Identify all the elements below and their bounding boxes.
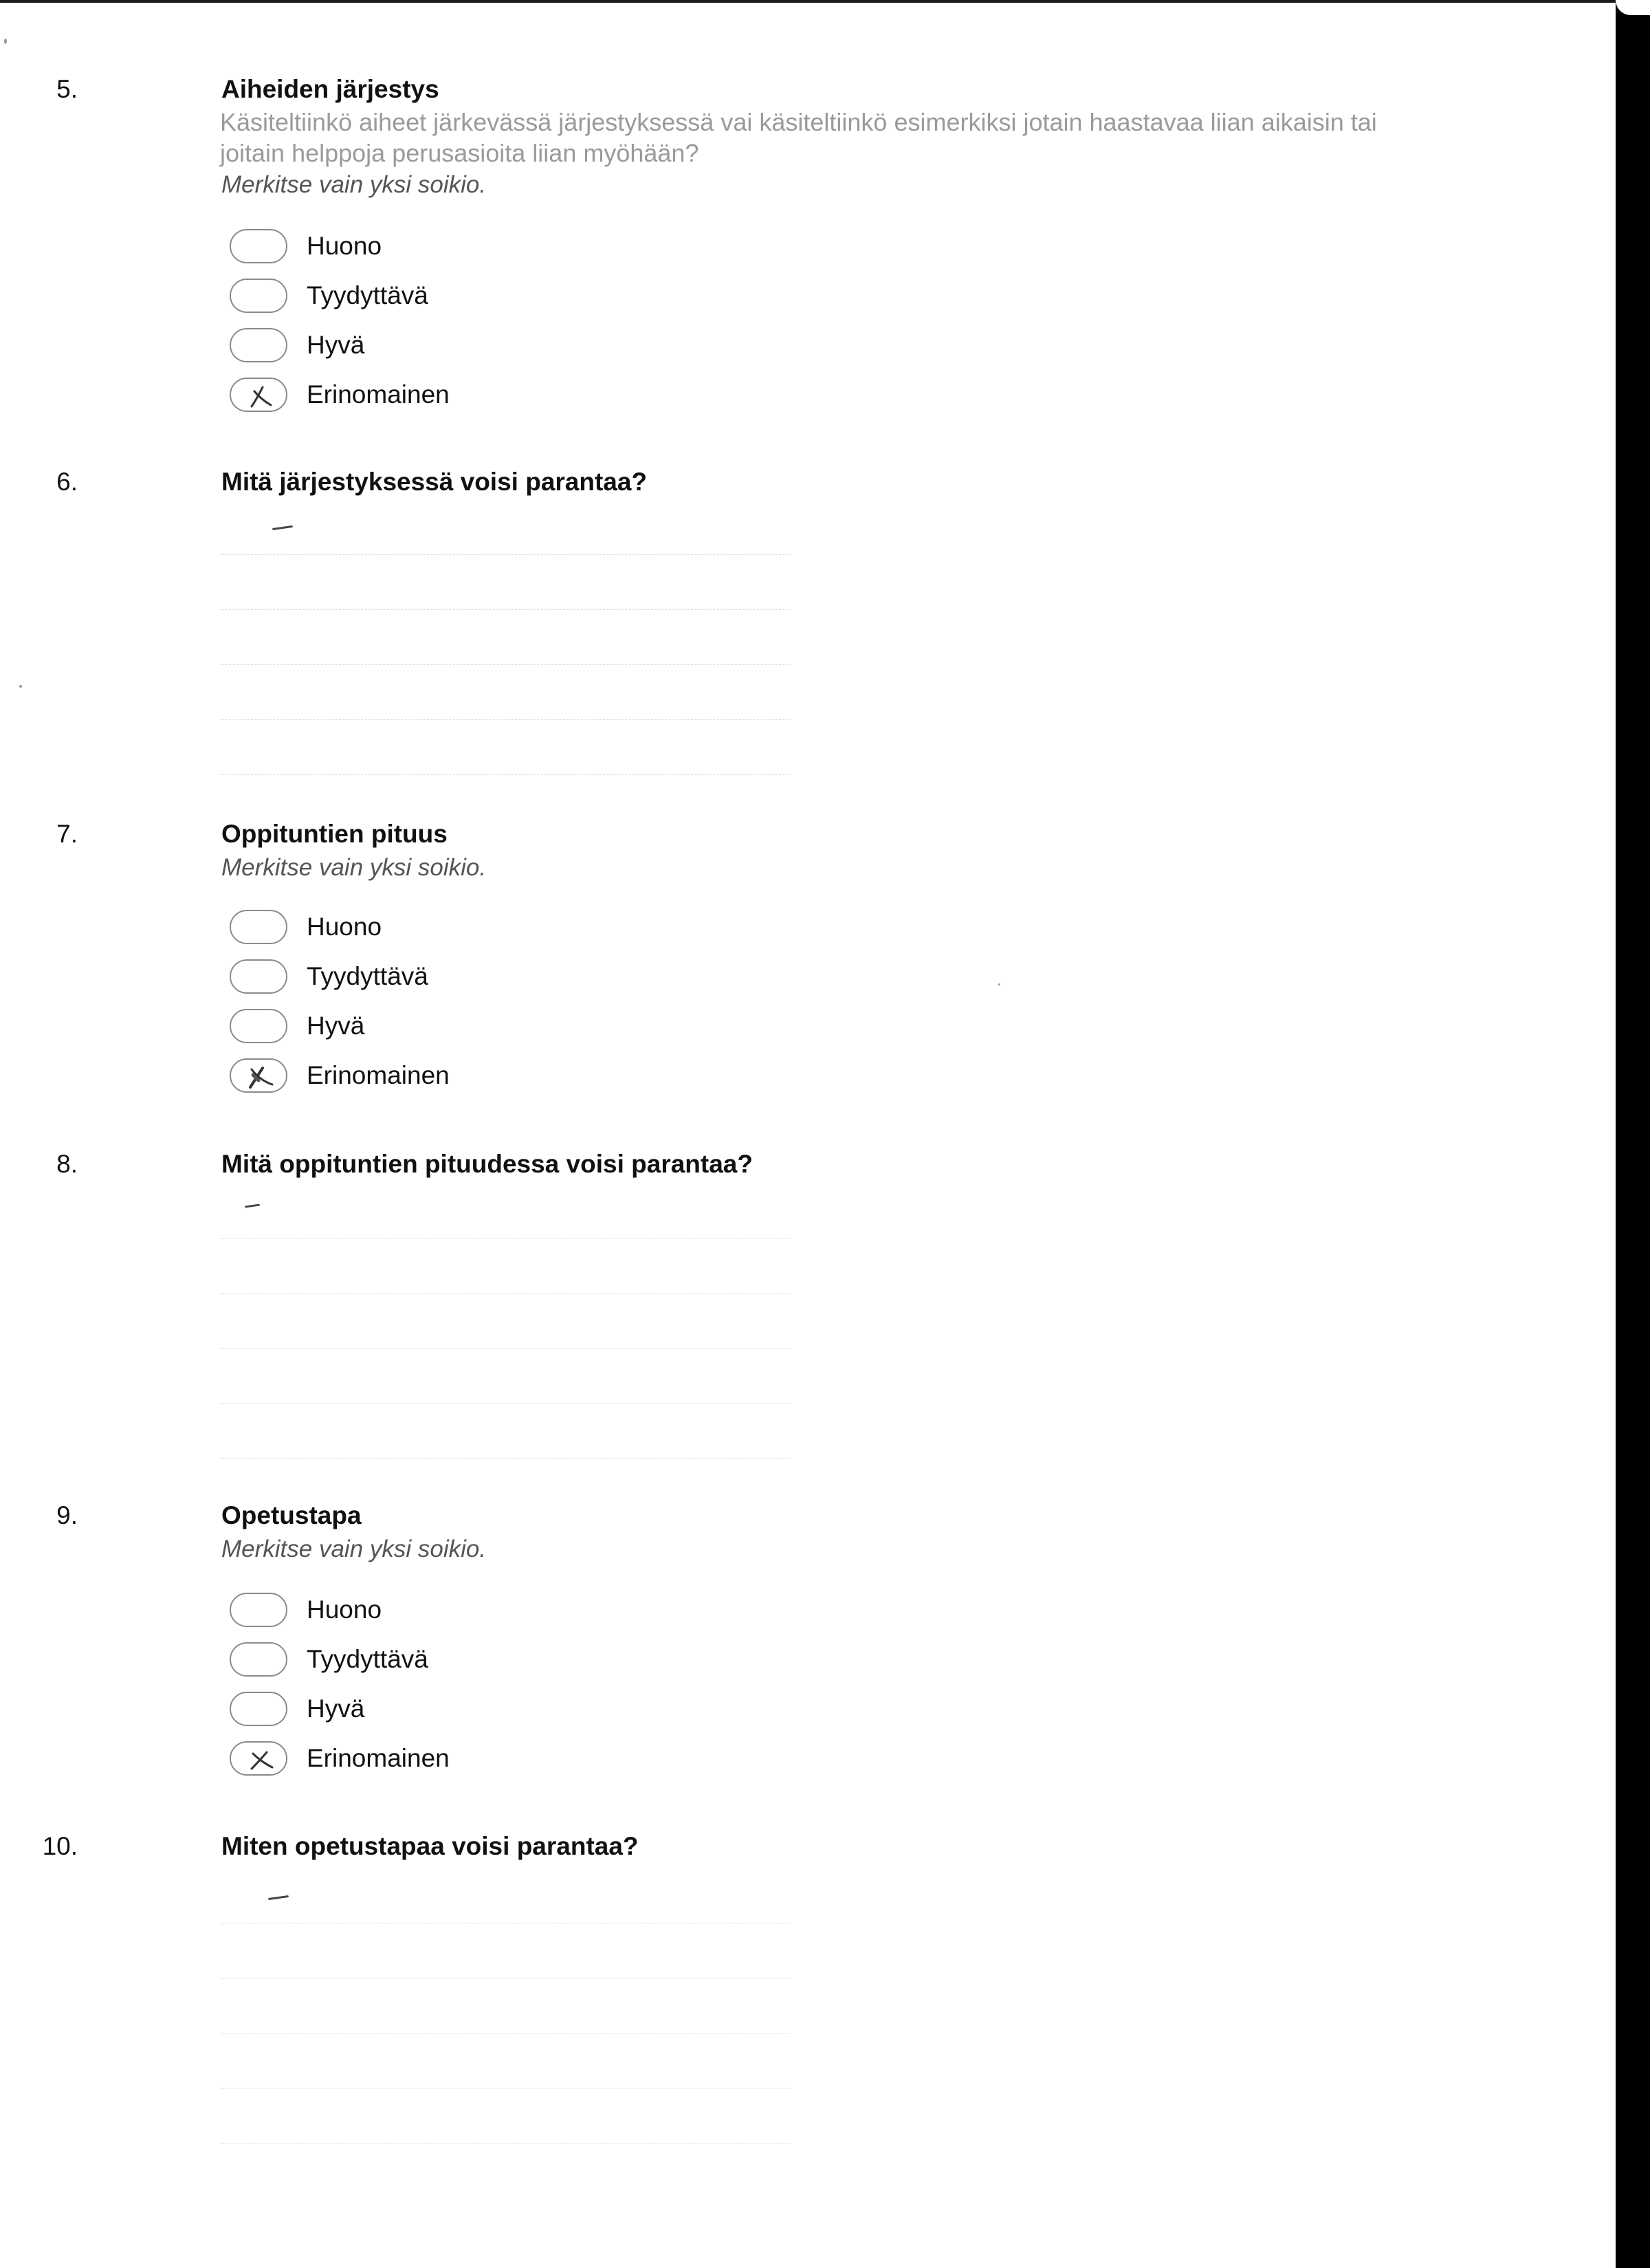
question-number: 9. (56, 1501, 78, 1529)
question-6 (0, 465, 1581, 781)
question-title: Aiheiden järjestys (221, 75, 439, 103)
radio-oval-icon[interactable] (230, 1642, 287, 1677)
radio-oval-icon[interactable] (230, 1058, 287, 1093)
option-label: Tyydyttävä (307, 281, 428, 309)
option-hyva[interactable] (230, 1006, 573, 1046)
handwritten-dash (272, 525, 293, 530)
option-label: Tyydyttävä (307, 962, 428, 990)
question-number: 7. (56, 820, 78, 848)
answer-field[interactable] (220, 506, 791, 781)
option-erinomainen[interactable] (230, 1738, 573, 1778)
option-hyva[interactable] (230, 1689, 573, 1729)
option-hyva[interactable] (230, 325, 573, 365)
handwritten-dash (268, 1895, 289, 1900)
question-7 (0, 817, 1581, 1106)
question-number: 8. (56, 1150, 78, 1178)
option-label: Huono (307, 913, 382, 941)
answer-field[interactable] (220, 1871, 791, 2146)
question-number: 6. (56, 468, 78, 496)
question-number: 5. (56, 75, 78, 103)
question-8 (0, 1147, 1581, 1463)
question-hint: Merkitse vain yksi soikio. (221, 171, 487, 198)
option-label: Erinomainen (307, 380, 450, 408)
scan-speck (4, 39, 7, 44)
option-label: Huono (307, 232, 382, 260)
radio-oval-icon[interactable] (230, 1009, 287, 1043)
radio-oval-icon[interactable] (230, 1692, 287, 1726)
option-tyydyttava[interactable] (230, 957, 573, 996)
option-huono[interactable] (230, 907, 573, 947)
option-tyydyttava[interactable] (230, 1639, 573, 1679)
question-number: 10. (42, 1832, 78, 1860)
question-hint: Merkitse vain yksi soikio. (221, 854, 487, 881)
radio-oval-icon[interactable] (230, 910, 287, 944)
option-label: Hyvä (307, 1012, 365, 1040)
question-description: Käsiteltiinkö aiheet järkevässä järjestyksessä vai käsiteltiinkö esimerkiksi jotain haastavaa liian aikaisin tai joitain helppoja perusasioita liian myöhään? (220, 108, 1377, 167)
question-title: Miten opetustapaa voisi parantaa? (221, 1832, 639, 1860)
option-huono[interactable] (230, 226, 573, 266)
option-label: Erinomainen (307, 1061, 450, 1089)
radio-oval-icon[interactable] (230, 378, 287, 412)
answer-field[interactable] (220, 1188, 791, 1463)
option-label: Erinomainen (307, 1744, 450, 1772)
scan-edge-right (1616, 0, 1650, 2268)
handwritten-dash (245, 1203, 260, 1208)
question-5 (0, 72, 1581, 430)
option-erinomainen[interactable] (230, 375, 573, 415)
option-tyydyttava[interactable] (230, 276, 573, 316)
handwritten-x-icon (231, 1060, 289, 1094)
option-label: Hyvä (307, 1694, 365, 1723)
handwritten-x-icon (231, 379, 289, 413)
option-label: Hyvä (307, 331, 365, 359)
question-10 (0, 1829, 1581, 2146)
question-title: Mitä järjestyksessä voisi parantaa? (221, 468, 648, 496)
option-erinomainen[interactable] (230, 1056, 573, 1095)
radio-oval-icon[interactable] (230, 1741, 287, 1776)
radio-oval-icon[interactable] (230, 279, 287, 313)
radio-oval-icon[interactable] (230, 959, 287, 994)
option-huono[interactable] (230, 1590, 573, 1630)
scan-edge-top (0, 0, 1617, 3)
question-title: Mitä oppituntien pituudessa voisi parantaa? (221, 1150, 753, 1178)
option-label: Huono (307, 1595, 382, 1624)
radio-oval-icon[interactable] (230, 1593, 287, 1627)
option-label: Tyydyttävä (307, 1645, 428, 1673)
question-title: Oppituntien pituus (221, 820, 448, 848)
question-title: Opetustapa (221, 1501, 362, 1529)
radio-oval-icon[interactable] (230, 328, 287, 362)
question-hint: Merkitse vain yksi soikio. (221, 1536, 487, 1562)
question-9 (0, 1498, 1581, 1787)
handwritten-x-icon (231, 1743, 289, 1777)
radio-oval-icon[interactable] (230, 229, 287, 263)
